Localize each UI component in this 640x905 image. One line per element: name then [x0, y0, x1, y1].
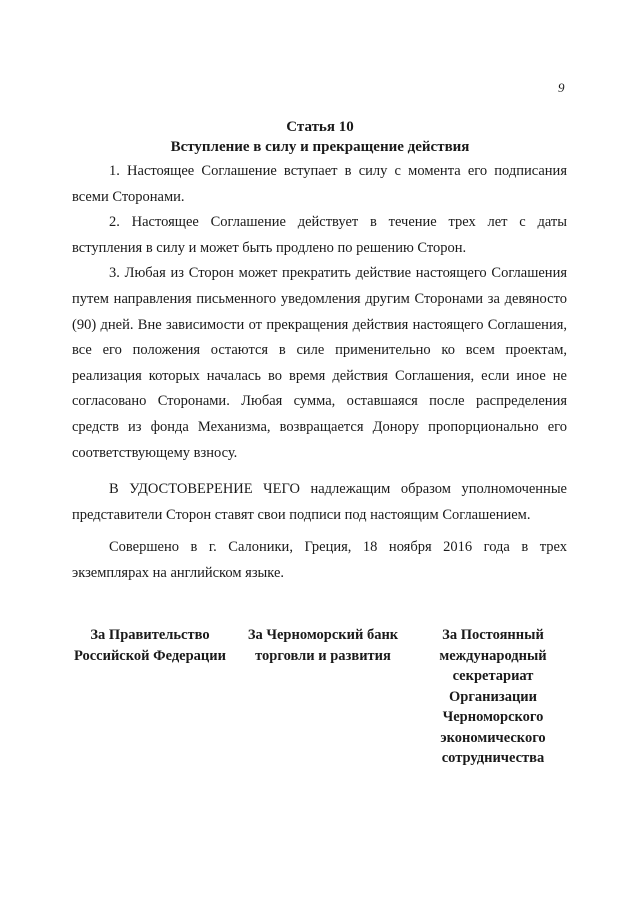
signature-line: Российской Федерации [73, 647, 226, 664]
clause-1: 1. Настоящее Соглашение вступает в силу с момента его подписания всеми Сторонами. [72, 163, 567, 205]
witness-text: В УДОСТОВЕРЕНИЕ ЧЕГО надлежащим образом уполномоченные представители Сторон ставят свои подписи под настоящим Соглашением. [72, 481, 567, 523]
signature-block-bsec-secretariat [428, 625, 558, 769]
signature-line: За Черноморский банк [247, 627, 399, 643]
article-heading [0, 117, 640, 157]
signature-line: секретариат [452, 668, 534, 684]
signature-line: торговли и развития [255, 647, 391, 664]
signature-line: Организации [448, 688, 538, 705]
signature-line: За Постоянный [442, 627, 544, 643]
article-number: Статья 10 [286, 119, 354, 135]
signature-block-bstdb [234, 625, 412, 666]
article-title: Вступление в силу и прекращение действия [170, 139, 470, 155]
done-at-text: Совершено в г. Салоники, Греция, 18 ноября 2016 года в трех экземплярах на английском языке. [72, 539, 567, 581]
done-at-paragraph [72, 535, 567, 586]
clause-3: 3. Любая из Сторон может прекратить действие настоящего Соглашения путем направления письменного уведомления другим Сторонами за девяносто (90) дней. Вне зависимости от прекращения действия настоящего Соглашения, все его положения остаются в силе применительно ко всем проектам, реализация которых началась во время действия Соглашения, если иное не согласовано Сторонами. Любая сумма, оставшаяся после распределения средств из фонда Механизма, возвращается Донору пропорционально его соответствующему взносу. [72, 265, 567, 461]
article-clauses [72, 159, 567, 466]
page-number: 9 [558, 80, 565, 95]
signature-line: Черноморского [442, 709, 544, 725]
signature-block-russian-federation [60, 625, 240, 666]
witness-paragraph [72, 477, 567, 528]
signature-line: международный [439, 647, 547, 664]
signature-line: За Правительство [90, 627, 210, 643]
signature-line: сотрудничества [441, 750, 545, 766]
signature-line: экономического [440, 729, 546, 746]
clause-2: 2. Настоящее Соглашение действует в течение трех лет с даты вступления в силу и может быть продлено по решению Сторон. [72, 214, 567, 256]
